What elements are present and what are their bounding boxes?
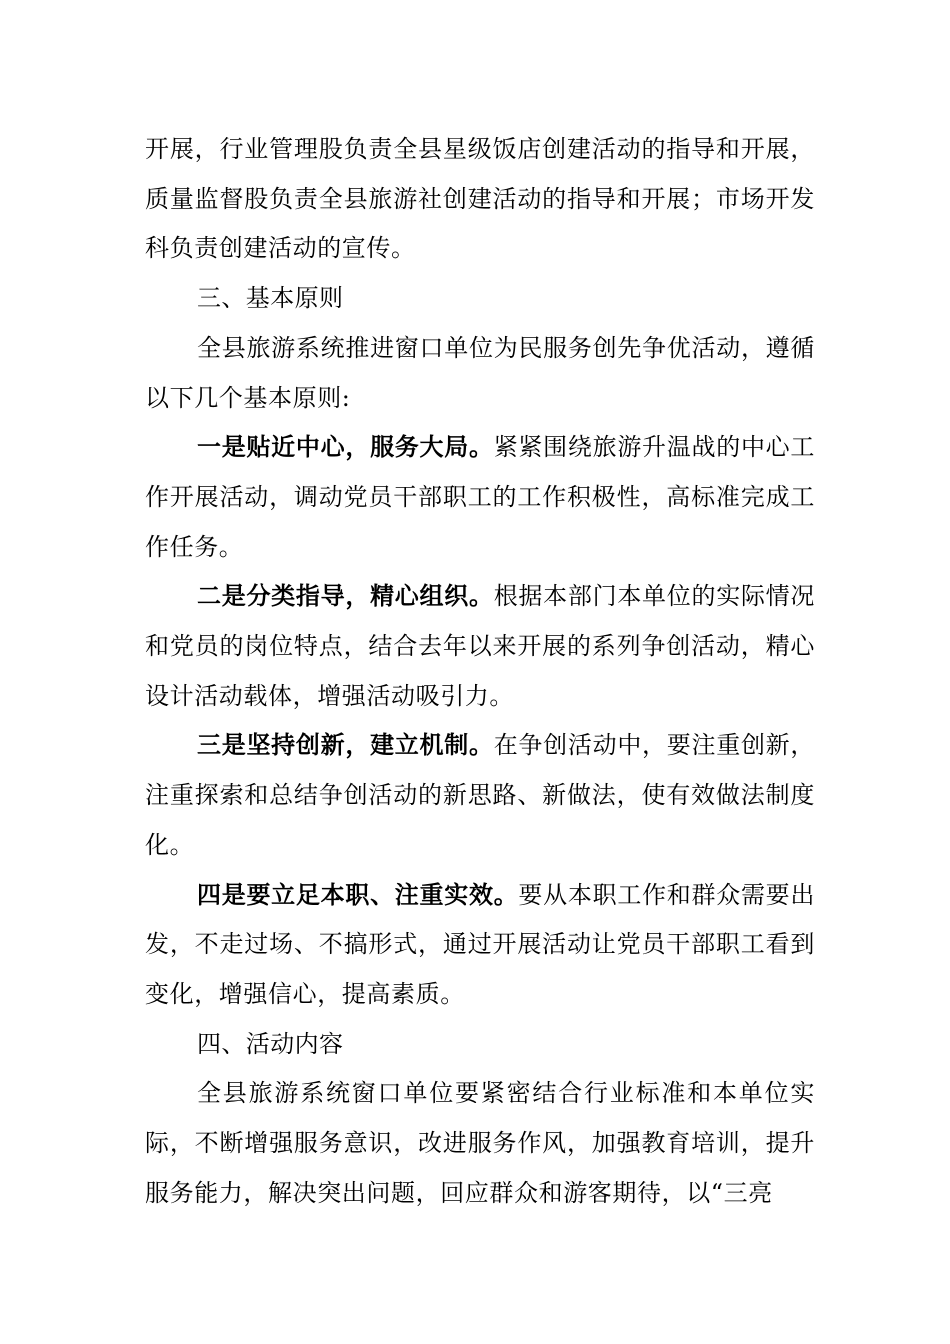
principle-4-text: 要从本职工作和群众需要出发，不走过场、不搞形式，通过开展活动让党员干部职工看到变化，增强信心，提高素质。 [145, 880, 815, 1008]
paragraph-activity-content: 全县旅游系统窗口单位要紧密结合行业标准和本单位实际，不断增强服务意识，改进服务作风，加强教育培训，提升服务能力，解决突出问题，回应群众和游客期待，以“三亮 [145, 1079, 815, 1207]
principle-3-text: 在争创活动中，要注重创新，注重探索和总结争创活动的新思路、新做法，使有效做法制度化。 [145, 731, 815, 859]
principle-1 [145, 423, 815, 572]
principle-4-lead: 四是要立足本职、注重实效。 [197, 880, 519, 909]
section-heading-activity-content: 四、活动内容 [197, 1029, 344, 1058]
section-heading-basic-principles: 三、基本原则 [197, 284, 344, 313]
principle-2-lead: 二是分类指导，精心组织。 [197, 582, 494, 611]
principle-4 [145, 871, 815, 1020]
document-body [145, 125, 815, 1218]
principle-1-lead: 一是贴近中心，服务大局。 [197, 433, 494, 462]
paragraph-principles-intro: 全县旅游系统推进窗口单位为民服务创先争优活动，遵循以下几个基本原则: [145, 333, 815, 412]
principle-3 [145, 721, 815, 870]
principle-3-lead: 三是坚持创新，建立机制。 [197, 731, 494, 760]
paragraph-responsibilities: 开展，行业管理股负责全县星级饭店创建活动的指导和开展，质量监督股负责全县旅游社创建活动的指导和开展；市场开发科负责创建活动的宣传。 [145, 135, 815, 263]
principle-1-text: 紧紧围绕旅游升温战的中心工作开展活动，调动党员干部职工的工作积极性，高标准完成工作任务。 [145, 433, 815, 561]
principle-2-text: 根据本部门本单位的实际情况和党员的岗位特点，结合去年以来开展的系列争创活动，精心设计活动载体，增强活动吸引力。 [145, 582, 815, 710]
principle-2 [145, 572, 815, 721]
